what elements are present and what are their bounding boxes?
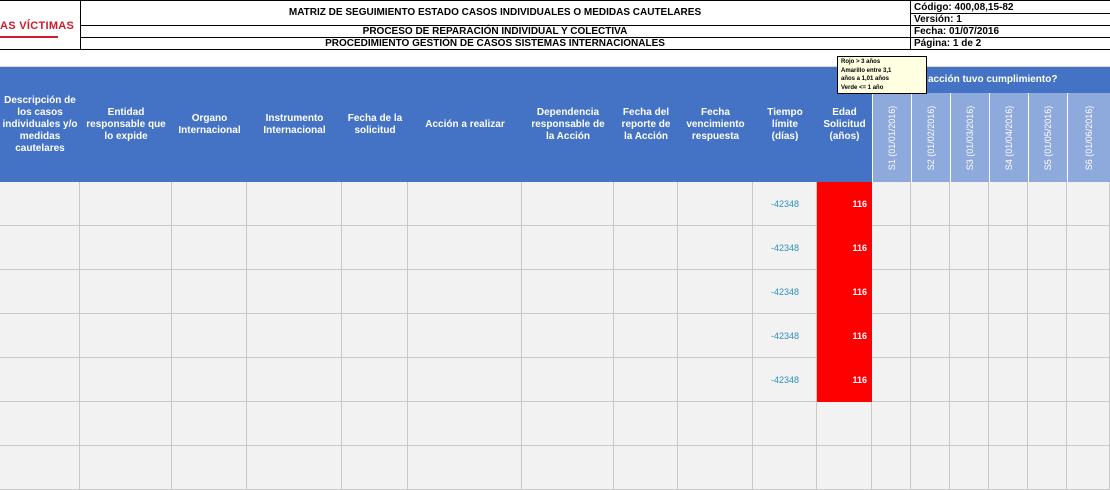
grid-cell[interactable] bbox=[911, 446, 950, 490]
grid-cell[interactable] bbox=[1028, 182, 1067, 226]
grid-cell[interactable] bbox=[950, 182, 989, 226]
grid-cell[interactable] bbox=[1028, 226, 1067, 270]
grid-cell[interactable] bbox=[989, 314, 1028, 358]
grid-cell[interactable] bbox=[1067, 270, 1110, 314]
col-fecha-vencimiento[interactable]: Fecha vencimiento respuesta bbox=[686, 106, 745, 142]
semester-label: S5 (01/05/2016) bbox=[1043, 105, 1053, 170]
grid-cell[interactable] bbox=[522, 314, 614, 358]
process-title: PROCESO DE REPARACIÓN INDIVIDUAL Y COLECTIVA bbox=[362, 26, 628, 37]
grid-cell[interactable] bbox=[1067, 358, 1110, 402]
tiempo-limite-value: -42348 bbox=[770, 331, 800, 341]
grid-cell[interactable] bbox=[247, 314, 342, 358]
col-organo[interactable]: Organo Internacional bbox=[178, 112, 241, 136]
grid-cell[interactable] bbox=[1067, 314, 1110, 358]
logo-underline bbox=[0, 36, 58, 38]
grid-cell[interactable] bbox=[408, 446, 522, 490]
grid-cell[interactable] bbox=[172, 182, 247, 226]
grid-cell[interactable] bbox=[342, 358, 408, 402]
grid-cell[interactable] bbox=[247, 270, 342, 314]
grid-cell[interactable] bbox=[872, 446, 911, 490]
grid-cell[interactable] bbox=[678, 358, 753, 402]
grid-cell[interactable] bbox=[172, 358, 247, 402]
doc-date: Fecha: 01/07/2016 bbox=[914, 26, 1000, 37]
grid-cell[interactable] bbox=[989, 402, 1028, 446]
grid-cell[interactable] bbox=[522, 226, 614, 270]
col-tiempo-limite[interactable]: Tiempo límite (días) bbox=[767, 106, 803, 142]
grid-cell[interactable] bbox=[522, 182, 614, 226]
grid-cell[interactable] bbox=[0, 226, 80, 270]
legend-line-yellow: Amarillo entre 3,1 bbox=[841, 67, 892, 74]
legend-line-red: Rojo > 3 años bbox=[841, 59, 881, 65]
grid-cell[interactable] bbox=[172, 226, 247, 270]
grid-cell[interactable] bbox=[678, 314, 753, 358]
grid-cell[interactable] bbox=[989, 182, 1028, 226]
grid-cell[interactable] bbox=[522, 446, 614, 490]
grid-cell[interactable] bbox=[1067, 402, 1110, 446]
tiempo-limite-value: -42348 bbox=[770, 243, 800, 253]
grid-cell[interactable] bbox=[614, 314, 678, 358]
grid-cell[interactable] bbox=[0, 402, 80, 446]
grid-cell[interactable] bbox=[80, 270, 172, 314]
grid-cell[interactable] bbox=[522, 402, 614, 446]
semester-label: S4 (01/04/2016) bbox=[1004, 105, 1014, 170]
legend-line-yellow-range: años a 1,01 años bbox=[841, 76, 890, 82]
grid-cell[interactable] bbox=[1067, 182, 1110, 226]
grid-cell[interactable] bbox=[950, 226, 989, 270]
grid-cell[interactable] bbox=[614, 270, 678, 314]
grid-cell[interactable] bbox=[989, 270, 1028, 314]
grid-cell[interactable] bbox=[172, 446, 247, 490]
col-dependencia[interactable]: Dependencia responsable de la Acción bbox=[531, 106, 605, 142]
grid-cell[interactable] bbox=[753, 446, 817, 490]
grid-cell[interactable] bbox=[172, 402, 247, 446]
doc-code: Código: 400,08,15-82 bbox=[914, 2, 1014, 13]
header-border-top bbox=[0, 0, 1110, 1]
grid-cell[interactable] bbox=[911, 226, 950, 270]
col-accion[interactable]: Acción a realizar bbox=[425, 118, 505, 130]
grid-cell[interactable] bbox=[1028, 358, 1067, 402]
semester-label: S1 (01/01/2016) bbox=[887, 105, 897, 170]
color-legend-comment bbox=[837, 56, 927, 94]
grid-cell[interactable] bbox=[408, 358, 522, 402]
grid-cell[interactable] bbox=[0, 270, 80, 314]
grid-cell[interactable] bbox=[950, 358, 989, 402]
grid-cell[interactable] bbox=[408, 226, 522, 270]
grid-cell[interactable] bbox=[408, 182, 522, 226]
semester-header[interactable] bbox=[1067, 93, 1110, 182]
grid-cell[interactable] bbox=[872, 358, 911, 402]
grid-cell[interactable] bbox=[950, 314, 989, 358]
grid-cell[interactable] bbox=[0, 358, 80, 402]
grid-cell[interactable] bbox=[80, 314, 172, 358]
grid-cell[interactable] bbox=[950, 446, 989, 490]
grid-cell[interactable] bbox=[342, 402, 408, 446]
semester-label: S3 (01/03/2016) bbox=[965, 105, 975, 170]
doc-page: Página: 1 de 2 bbox=[914, 38, 982, 49]
grid-cell[interactable] bbox=[614, 358, 678, 402]
grid-cell[interactable] bbox=[408, 314, 522, 358]
grid-cell[interactable] bbox=[614, 226, 678, 270]
semester-label: S2 (01/02/2016) bbox=[926, 105, 936, 170]
grid-cell[interactable] bbox=[678, 402, 753, 446]
grid-cell[interactable] bbox=[872, 270, 911, 314]
grid-cell[interactable] bbox=[678, 270, 753, 314]
grid-cell[interactable] bbox=[950, 270, 989, 314]
semester-header[interactable] bbox=[872, 93, 911, 182]
grid-cell[interactable] bbox=[1028, 446, 1067, 490]
grid-cell[interactable] bbox=[817, 402, 872, 446]
grid-cell[interactable] bbox=[342, 446, 408, 490]
grid-cell[interactable] bbox=[342, 270, 408, 314]
grid-cell[interactable] bbox=[911, 402, 950, 446]
grid-cell[interactable] bbox=[247, 358, 342, 402]
grid-cell[interactable] bbox=[0, 314, 80, 358]
grid-cell[interactable] bbox=[817, 446, 872, 490]
grid-cell[interactable] bbox=[0, 182, 80, 226]
semester-header[interactable] bbox=[1028, 93, 1067, 182]
grid-cell[interactable] bbox=[614, 182, 678, 226]
grid-cell[interactable] bbox=[989, 226, 1028, 270]
grid-cell[interactable] bbox=[1067, 226, 1110, 270]
col-descripcion[interactable]: Descripción de los casos individuales y/o medidas cautelares bbox=[2, 94, 78, 154]
grid-cell[interactable] bbox=[408, 270, 522, 314]
grid-cell[interactable] bbox=[172, 314, 247, 358]
tiempo-limite-value: -42348 bbox=[770, 375, 800, 385]
grid-cell[interactable] bbox=[614, 402, 678, 446]
grid-cell[interactable] bbox=[911, 270, 950, 314]
grid-cell[interactable] bbox=[247, 182, 342, 226]
grid-cell[interactable] bbox=[989, 358, 1028, 402]
grid-cell[interactable] bbox=[911, 182, 950, 226]
grid-cell[interactable] bbox=[614, 446, 678, 490]
grid-cell[interactable] bbox=[342, 182, 408, 226]
grid-cell[interactable] bbox=[678, 446, 753, 490]
grid-cell[interactable] bbox=[872, 182, 911, 226]
grid-cell[interactable] bbox=[80, 226, 172, 270]
grid-cell[interactable] bbox=[753, 402, 817, 446]
grid-cell[interactable] bbox=[1028, 314, 1067, 358]
grid-cell[interactable] bbox=[872, 226, 911, 270]
tiempo-limite-value: -42348 bbox=[770, 199, 800, 209]
edad-solicitud-value: 116 bbox=[852, 199, 867, 209]
edad-solicitud-value: 116 bbox=[852, 287, 867, 297]
grid-cell[interactable] bbox=[989, 446, 1028, 490]
procedure-title: PROCEDIMIENTO GESTIÓN DE CASOS SISTEMAS INTERNACIONALES bbox=[325, 38, 665, 49]
semester-header[interactable] bbox=[911, 93, 950, 182]
col-cumplimiento[interactable]: acción tuvo cumplimiento? bbox=[928, 74, 1058, 85]
col-entidad[interactable]: Entidad responsable que lo expide bbox=[86, 106, 166, 142]
semester-header[interactable] bbox=[989, 93, 1028, 182]
grid-cell[interactable] bbox=[342, 226, 408, 270]
grid-cell[interactable] bbox=[1028, 402, 1067, 446]
col-edad-solicitud[interactable]: Edad Solicitud (años) bbox=[823, 106, 866, 142]
grid-cell[interactable] bbox=[80, 358, 172, 402]
grid-cell[interactable] bbox=[678, 226, 753, 270]
document-title: MATRIZ DE SEGUIMIENTO ESTADO CASOS INDIVIDUALES O MEDIDAS CAUTELARES bbox=[288, 7, 702, 18]
doc-version: Versión: 1 bbox=[914, 14, 962, 25]
logo-text: AS VÍCTIMAS bbox=[0, 20, 75, 32]
grid-cell[interactable] bbox=[80, 446, 172, 490]
grid-cell[interactable] bbox=[247, 402, 342, 446]
col-fecha-reporte[interactable]: Fecha del reporte de la Acción bbox=[621, 106, 671, 142]
grid-cell[interactable] bbox=[1067, 446, 1110, 490]
col-fecha-solicitud[interactable]: Fecha de la solicitud bbox=[347, 112, 403, 136]
grid-cell[interactable] bbox=[80, 182, 172, 226]
semester-label: S6 (01/06/2016) bbox=[1084, 105, 1094, 170]
grid-cell[interactable] bbox=[522, 270, 614, 314]
empty-row bbox=[0, 50, 1110, 67]
grid-cell[interactable] bbox=[872, 402, 911, 446]
edad-solicitud-value: 116 bbox=[852, 243, 867, 253]
legend-line-green: Verde <= 1 año bbox=[841, 84, 884, 91]
tiempo-limite-value: -42348 bbox=[770, 287, 800, 297]
grid-cell[interactable] bbox=[522, 358, 614, 402]
col-instrumento[interactable]: Instrumento Internacional bbox=[263, 112, 326, 136]
grid-cell[interactable] bbox=[911, 358, 950, 402]
grid-cell[interactable] bbox=[0, 446, 80, 490]
semester-header[interactable] bbox=[950, 93, 989, 182]
grid-cell[interactable] bbox=[950, 402, 989, 446]
grid-cell[interactable] bbox=[872, 314, 911, 358]
grid-cell[interactable] bbox=[678, 182, 753, 226]
edad-solicitud-value: 116 bbox=[852, 331, 867, 341]
grid-cell[interactable] bbox=[408, 402, 522, 446]
grid-cell[interactable] bbox=[80, 402, 172, 446]
grid-cell[interactable] bbox=[1028, 270, 1067, 314]
grid-cell[interactable] bbox=[247, 226, 342, 270]
grid-cell[interactable] bbox=[342, 314, 408, 358]
edad-solicitud-value: 116 bbox=[852, 375, 867, 385]
grid-cell[interactable] bbox=[247, 446, 342, 490]
grid-cell[interactable] bbox=[172, 270, 247, 314]
grid-cell[interactable] bbox=[911, 314, 950, 358]
